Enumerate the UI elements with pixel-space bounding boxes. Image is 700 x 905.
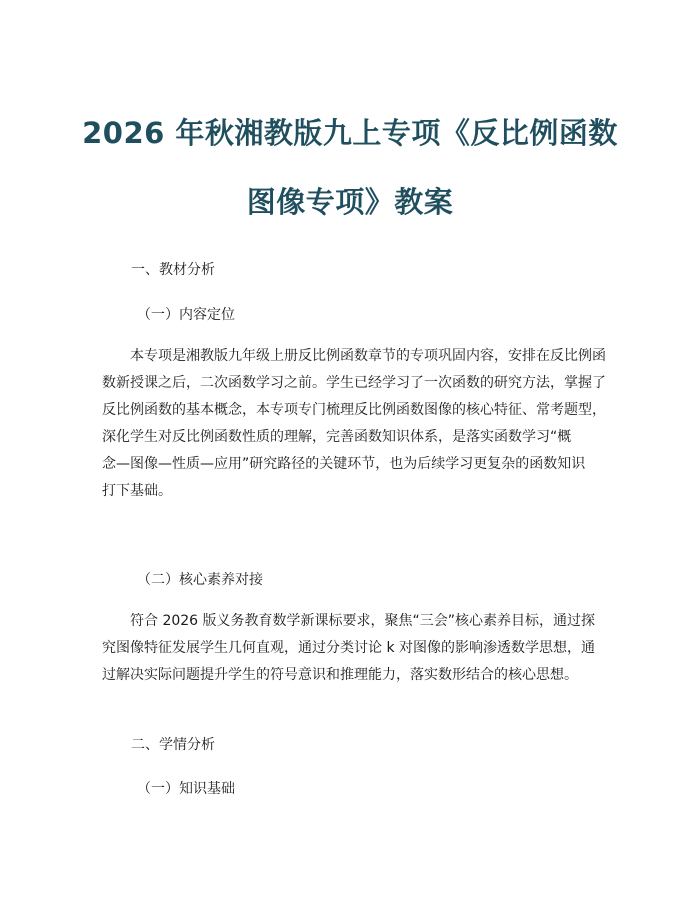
paragraph-line: 深化学生对反比例函数性质的理解，完善函数知识体系，是落实函数学习“概 bbox=[102, 429, 572, 445]
paragraph-line: 本专项是湘教版九年级上册反比例函数章节的专项巩固内容，安排在反比例函 bbox=[130, 348, 606, 364]
paragraph-line: 符合 2026 版义务教育数学新课标要求，聚焦“三会”核心素养目标，通过探 bbox=[130, 613, 596, 629]
paragraph-core-literacy bbox=[102, 608, 602, 689]
paragraph-line: 数新授课之后，二次函数学习之前。学生已经学习了一次函数的研究方法，掌握了 bbox=[102, 375, 606, 391]
paragraph-line: 念—图像—性质—应用”研究路径的关键环节，也为后续学习更复杂的函数知识 bbox=[102, 456, 586, 472]
section-heading-learning-analysis: 二、学情分析 bbox=[131, 737, 215, 753]
section-heading-teaching-material: 一、教材分析 bbox=[131, 262, 215, 278]
paragraph-line: 反比例函数的基本概念，本专项专门梳理反比例函数图像的核心特征、常考题型， bbox=[102, 402, 606, 418]
subheading-core-literacy: （二）核心素养对接 bbox=[137, 572, 263, 588]
document-title-line-1: 2026 年秋湘教版九上专项《反比例函数 bbox=[82, 116, 618, 150]
subheading-content-positioning: （一）内容定位 bbox=[137, 307, 235, 323]
paragraph-line: 打下基础。 bbox=[102, 483, 172, 499]
paragraph-line: 究图像特征发展学生几何直观，通过分类讨论 k 对图像的影响渗透数学思想，通 bbox=[102, 640, 596, 656]
paragraph-line: 过解决实际问题提升学生的符号意识和推理能力，落实数形结合的核心思想。 bbox=[102, 667, 578, 683]
paragraph-content-positioning bbox=[102, 343, 606, 505]
subheading-knowledge-foundation: （一）知识基础 bbox=[137, 781, 235, 797]
document-title-line-2: 图像专项》教案 bbox=[246, 185, 454, 219]
